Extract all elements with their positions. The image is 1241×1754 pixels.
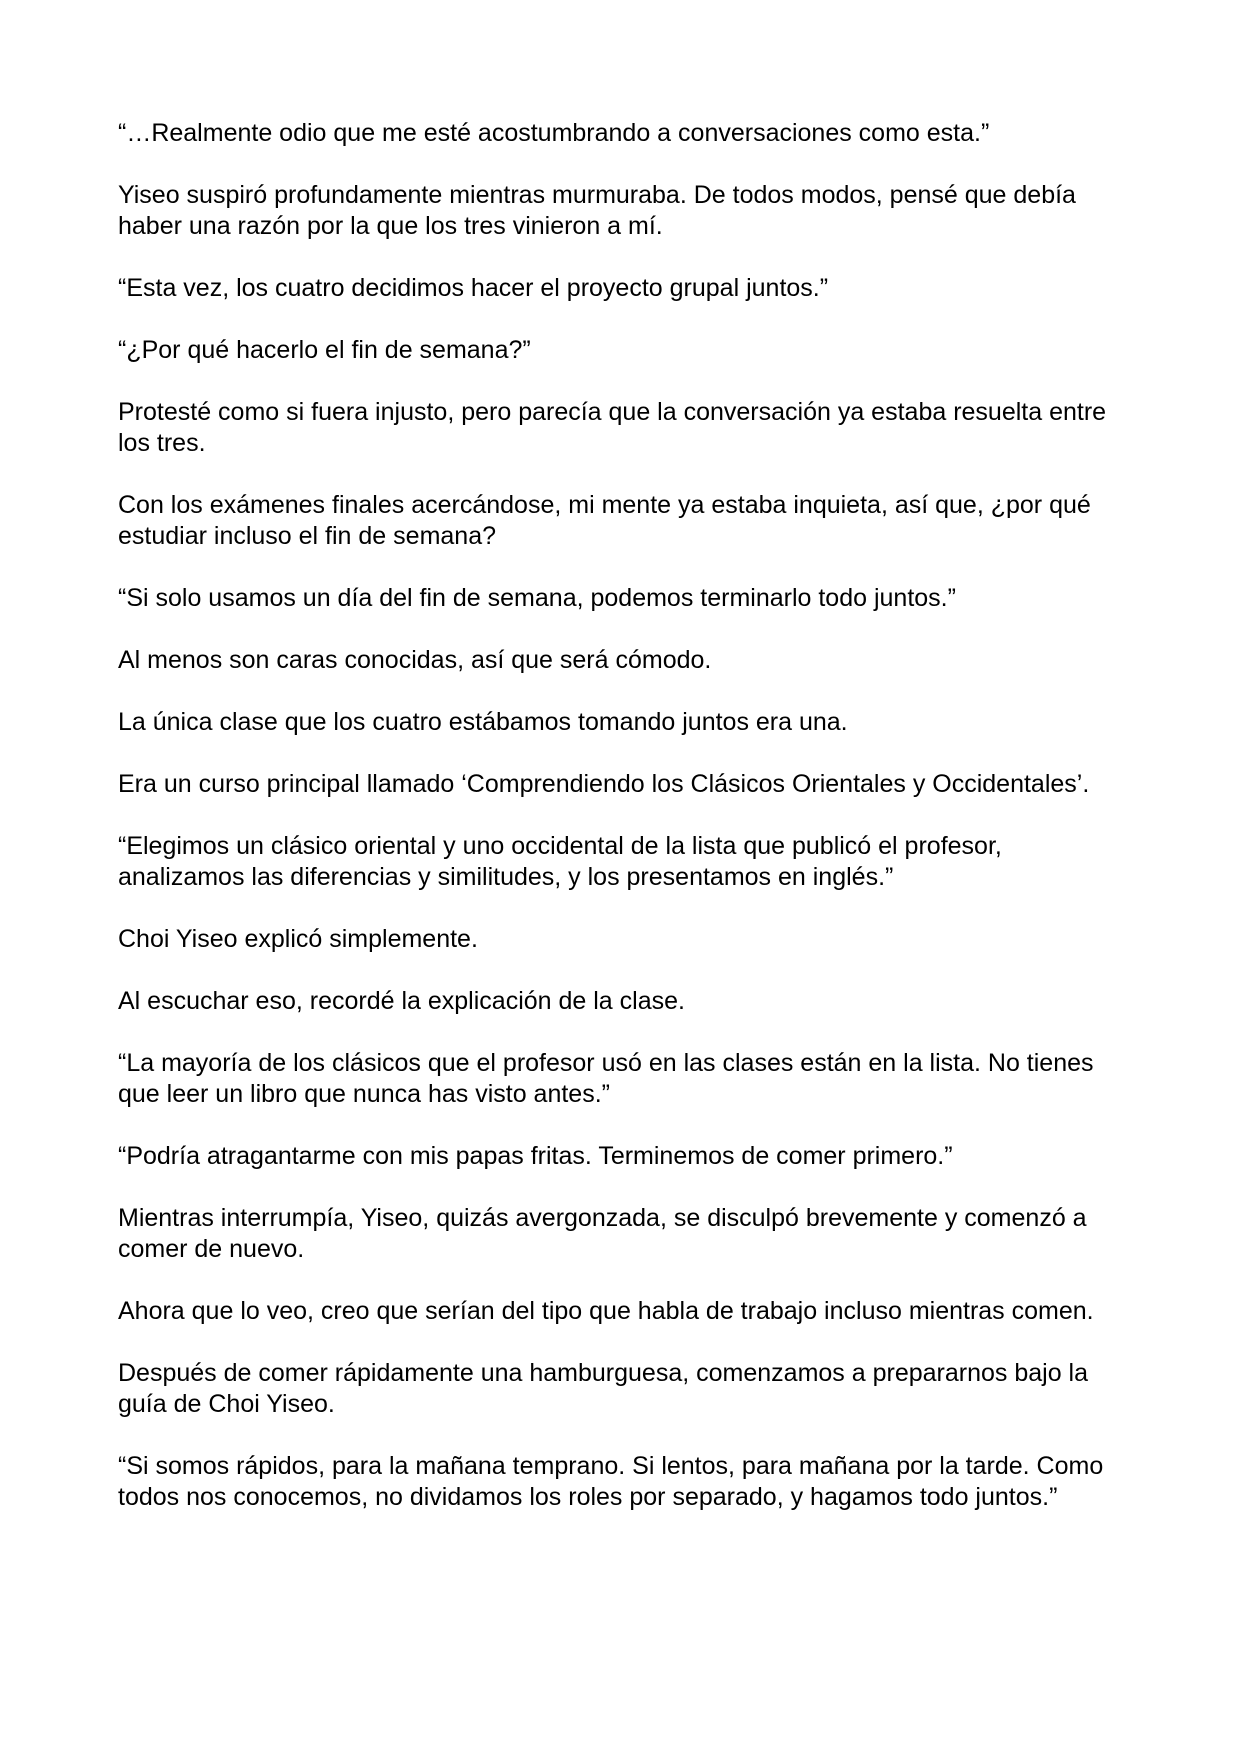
paragraph-11: “Elegimos un clásico oriental y uno occidental de la lista que publicó el profesor, analizamos las diferencias y similitudes, y los presentamos en inglés.” [118, 832, 1002, 891]
paragraph-13: Al escuchar eso, recordé la explicación de la clase. [118, 987, 685, 1015]
paragraph-8: Al menos son caras conocidas, así que será cómodo. [118, 646, 712, 674]
paragraph-9: La única clase que los cuatro estábamos tomando juntos era una. [118, 708, 848, 736]
paragraph-17: Ahora que lo veo, creo que serían del tipo que habla de trabajo incluso mientras comen. [118, 1297, 1094, 1325]
paragraph-3: “Esta vez, los cuatro decidimos hacer el proyecto grupal juntos.” [118, 274, 829, 302]
paragraph-5: Protesté como si fuera injusto, pero parecía que la conversación ya estaba resuelta entre los tres. [118, 398, 1107, 457]
paragraph-15: “Podría atragantarme con mis papas fritas. Terminemos de comer primero.” [118, 1142, 953, 1170]
paragraph-12: Choi Yiseo explicó simplemente. [118, 925, 478, 953]
paragraph-6: Con los exámenes finales acercándose, mi mente ya estaba inquieta, así que, ¿por qué estudiar incluso el fin de semana? [118, 491, 1091, 550]
paragraph-10: Era un curso principal llamado ‘Comprendiendo los Clásicos Orientales y Occidentales’. [118, 770, 1090, 798]
paragraph-4: “¿Por qué hacerlo el fin de semana?” [118, 336, 531, 364]
paragraph-16: Mientras interrumpía, Yiseo, quizás avergonzada, se disculpó brevemente y comenzó a comer de nuevo. [118, 1204, 1087, 1263]
paragraph-7: “Si solo usamos un día del fin de semana, podemos terminarlo todo juntos.” [118, 584, 956, 612]
paragraph-18: Después de comer rápidamente una hamburguesa, comenzamos a prepararnos bajo la guía de Choi Yiseo. [118, 1359, 1089, 1418]
paragraph-2: Yiseo suspiró profundamente mientras murmuraba. De todos modos, pensé que debía haber una razón por la que los tres vinieron a mí. [118, 181, 1076, 240]
paragraph-19: “Si somos rápidos, para la mañana temprano. Si lentos, para mañana por la tarde. Como todos nos conocemos, no dividamos los roles por separado, y hagamos todo juntos.” [118, 1452, 1104, 1511]
document-body [118, 118, 1128, 1513]
paragraph-1: “…Realmente odio que me esté acostumbrando a conversaciones como esta.” [118, 119, 990, 147]
paragraph-14: “La mayoría de los clásicos que el profesor usó en las clases están en la lista. No tienes que leer un libro que nunca has visto antes.” [118, 1049, 1094, 1108]
